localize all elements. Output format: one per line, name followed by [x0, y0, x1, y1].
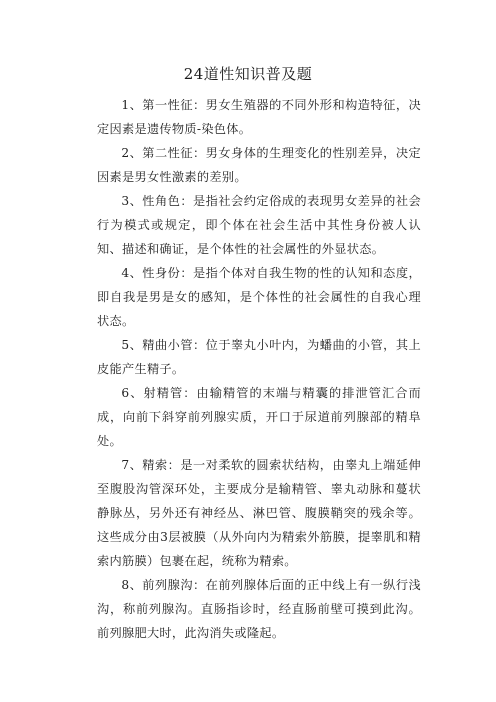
document-title: 24道性知识普及题 — [183, 65, 313, 83]
paragraph-5: 5、精曲小管：位于睾丸小叶内，为蟠曲的小管，其上皮能产生精子。 — [97, 338, 421, 376]
paragraph-3: 3、性角色：是指社会约定俗成的表现男女差异的社会行为模式或规定，即个体在社会生活中其性身份被人认知、描述和确证，是个体性的社会属性的外显状态。 — [97, 194, 421, 256]
paragraph-2: 2、第二性征：男女身体的生理变化的性别差异，决定因素是男女性激素的差别。 — [97, 146, 421, 184]
paragraph-4: 4、性身份：是指个体对自我生物的性的认知和态度，即自我是男是女的感知，是个体性的社会属性的自我心理状态。 — [97, 266, 421, 328]
document-body — [97, 93, 421, 645]
paragraph-1: 1、第一性征：男女生殖器的不同外形和构造特征，决定因素是遗传物质-染色体。 — [97, 98, 421, 136]
paragraph-6: 6、射精管：由输精管的末端与精囊的排泄管汇合而成，向前下斜穿前列腺实质，开口于尿道前列腺部的精阜处。 — [97, 386, 421, 448]
paragraph-8: 8、前列腺沟：在前列腺体后面的正中线上有一纵行浅沟，称前列腺沟。直肠指诊时，经直肠前壁可摸到此沟。前列腺肥大时，此沟消失或隆起。 — [97, 578, 421, 640]
paragraph-7: 7、精索：是一对柔软的圆索状结构，由睾丸上端延伸至腹股沟管深环处，主要成分是输精管、睾丸动脉和蔓状静脉丛，另外还有神经丛、淋巴管、腹膜鞘突的残余等。这些成分由3层被膜（从外向内为精索外筋膜，提睾肌和精索内筋膜）包裹在起，统称为精索。 — [97, 458, 421, 568]
